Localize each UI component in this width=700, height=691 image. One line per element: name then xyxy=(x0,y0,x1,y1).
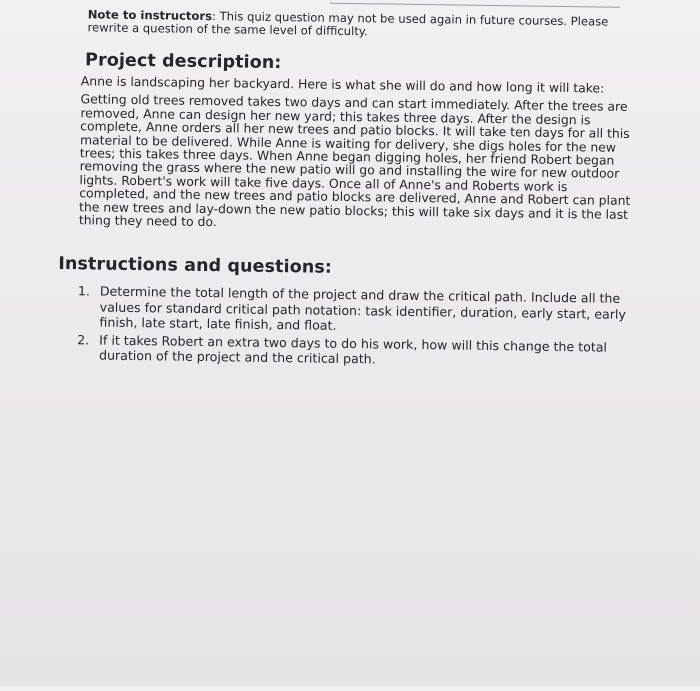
question-text: Determine the total length of the project and draw the critical path. Include all the values for standard critical path notation: task identifier, duration, early start, early finish, late start, late finish, and float. xyxy=(99,283,626,334)
instructions-heading: Instructions and questions: xyxy=(58,253,333,278)
project-body: Getting old trees removed takes two days and can start immediately. After the trees are removed, Anne can design her new yard; this takes three days. After the design is complete, Anne orders all her new trees and patio blocks. It will take ten days for all this material to be delivered. While Anne is waiting for delivery, she digs holes for the new trees; this takes three days. When Anne began digging holes, her friend Robert began removing the grass where the new patio will go and installing the wire for new outdoor lights. Robert's work will take five days. Once all of Anne's and Roberts work is completed, and the new trees and patio blocks are delivered, Anne and Robert can plant the new trees and lay-down the new patio blocks; this will take six days and it is the last thing they need to do. xyxy=(78,91,631,230)
question-number: 1. xyxy=(77,283,91,299)
note-text: : This quiz question may not be used again in future courses. Please rewrite a question of the same level of difficulty. xyxy=(87,9,609,39)
top-divider xyxy=(330,3,620,8)
project-heading: Project description: xyxy=(84,50,282,74)
question-number: 2. xyxy=(77,332,90,348)
project-description xyxy=(79,74,637,234)
question-item xyxy=(75,332,647,371)
instructor-note xyxy=(87,8,647,42)
note-label: Note to instructors xyxy=(87,7,213,24)
question-list xyxy=(75,283,648,373)
question-item xyxy=(75,283,648,338)
project-intro: Anne is landscaping her backyard. Here is what she will do and how long it will take: xyxy=(80,73,605,96)
question-text: If it takes Robert an extra two days to do his work, how will this change the total duration of the project and the critical path. xyxy=(98,332,608,367)
